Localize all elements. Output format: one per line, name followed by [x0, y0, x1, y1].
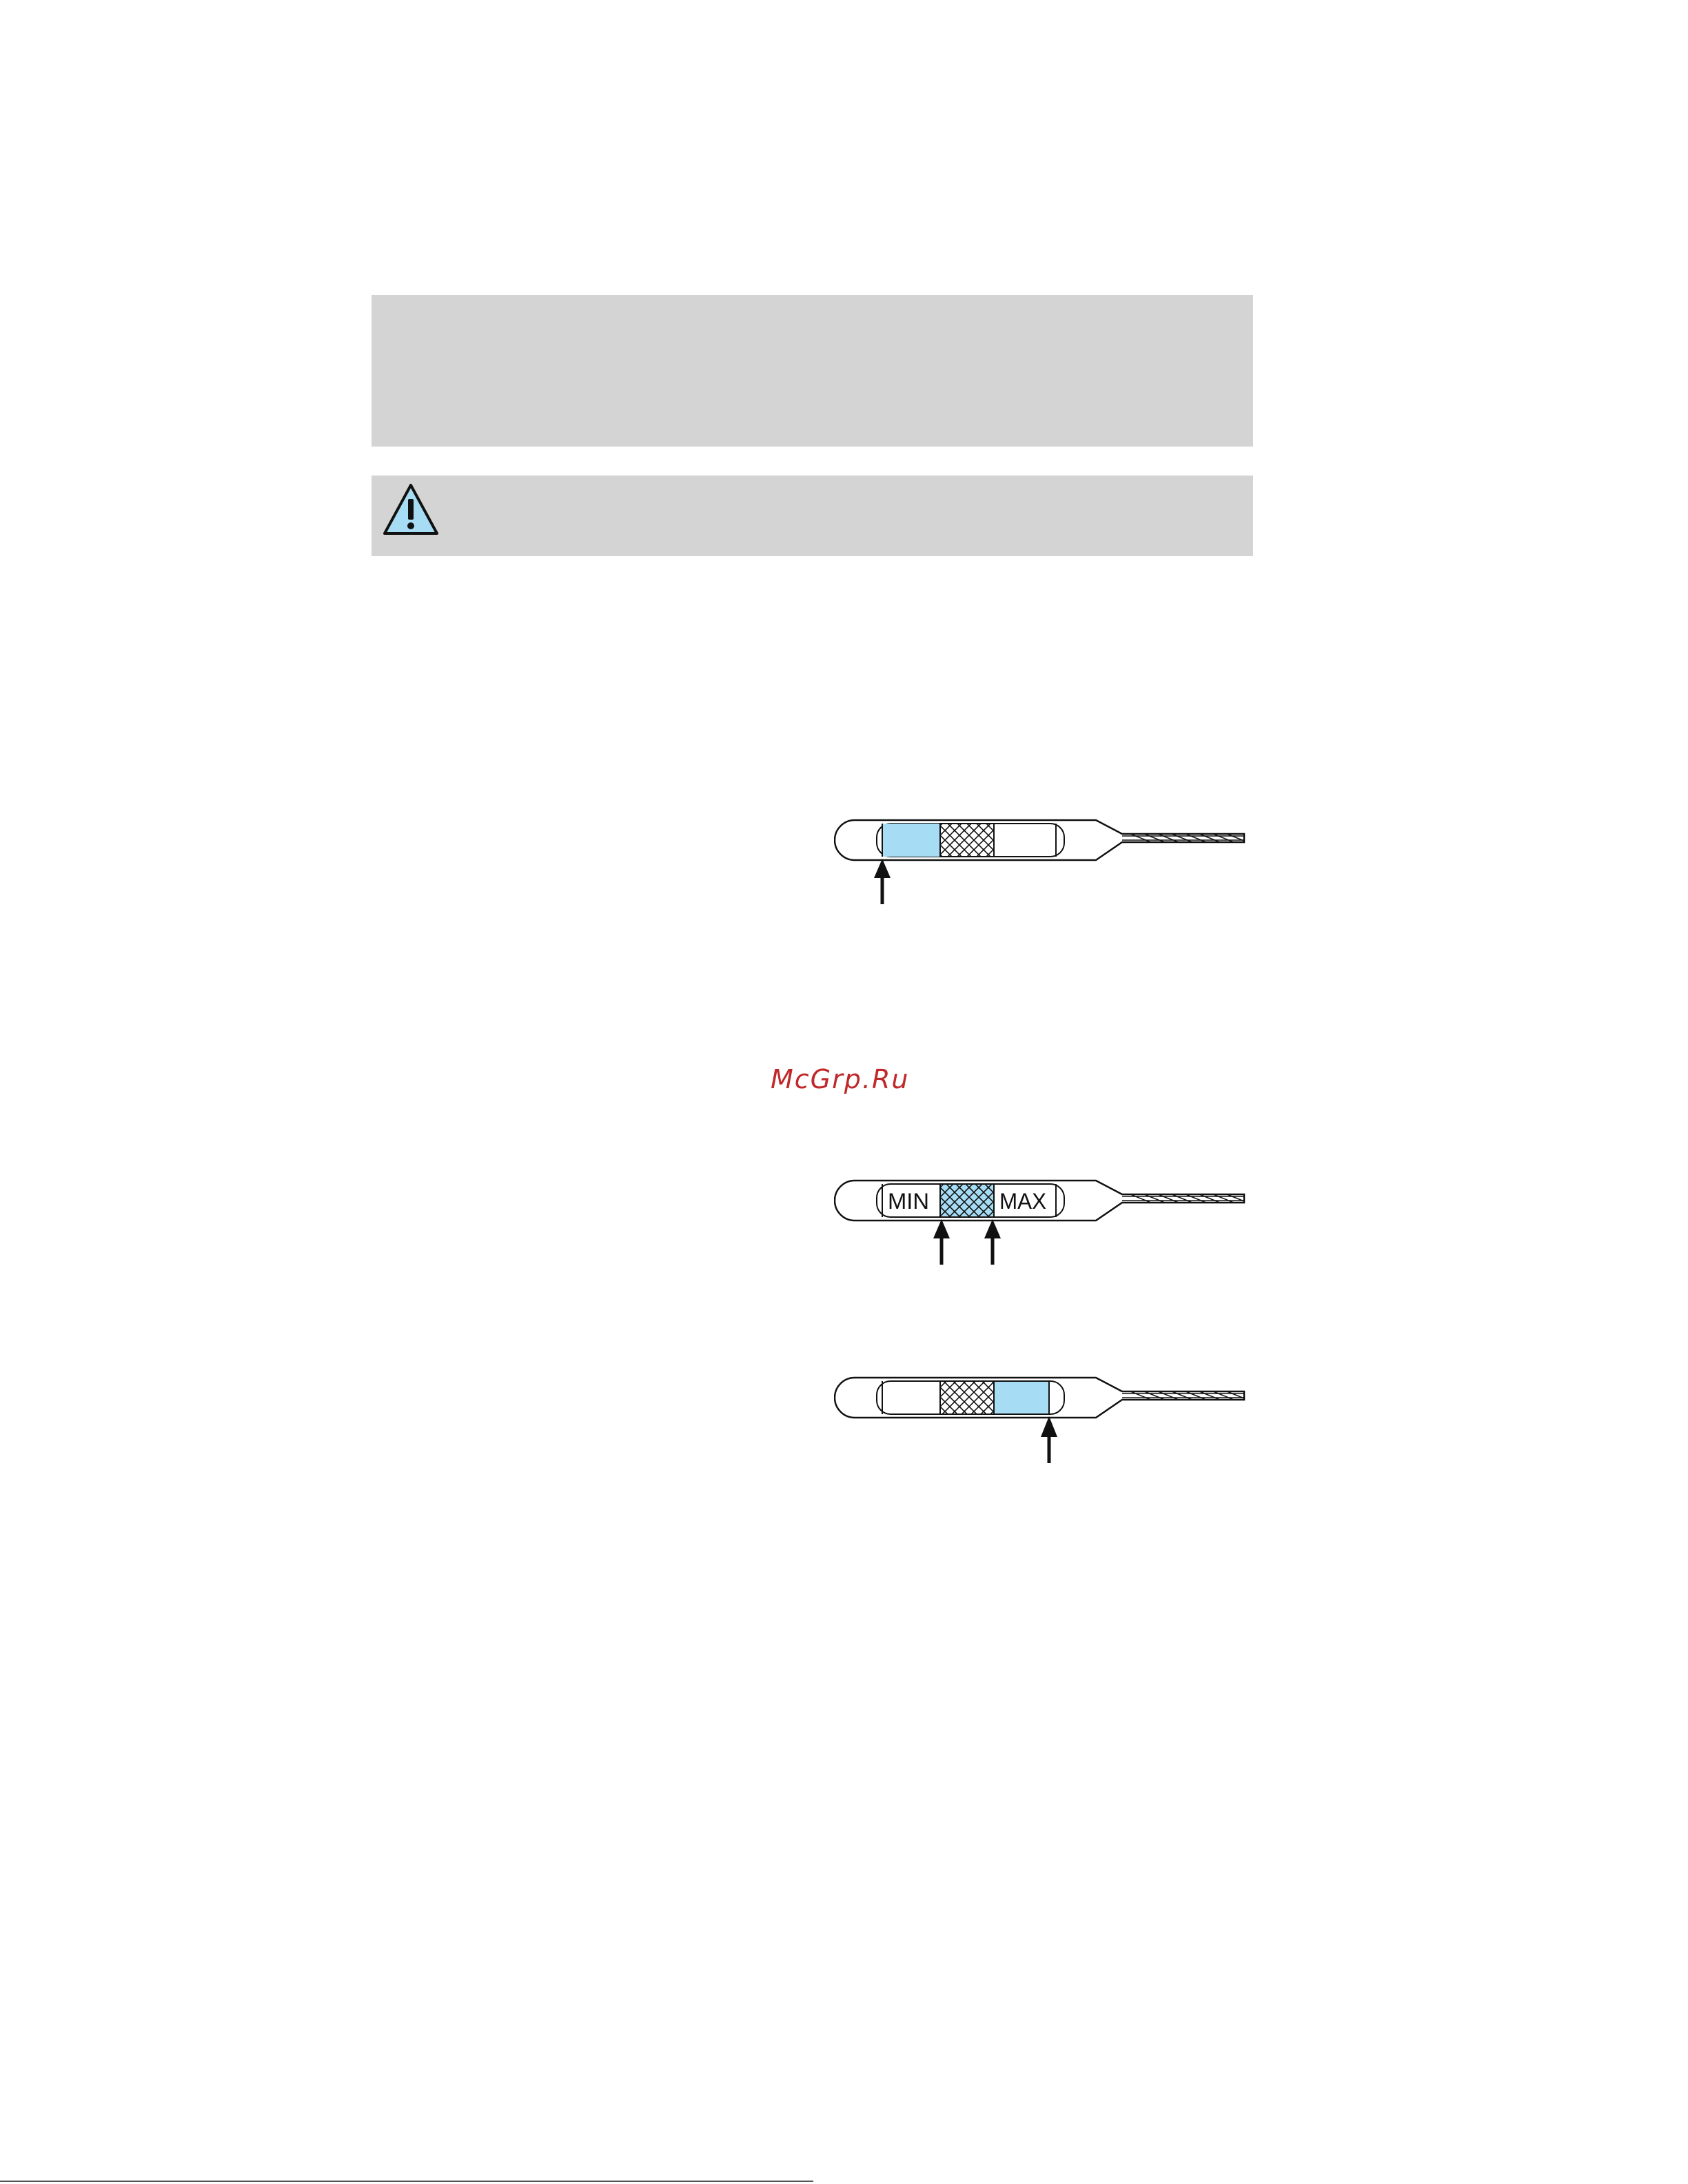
warning-box — [372, 476, 1253, 556]
oil-level-fill — [994, 1381, 1049, 1414]
arrow-up-icon — [874, 859, 891, 904]
dipstick-low-level — [834, 806, 1254, 910]
bottom-rule — [0, 2181, 813, 2182]
warning-triangle-icon — [382, 482, 440, 536]
dipstick-normal-level — [834, 1168, 1254, 1272]
dipstick-high-level — [834, 1368, 1254, 1471]
notice-box — [372, 295, 1253, 447]
watermark: McGrp.Ru — [771, 1064, 910, 1094]
arrow-up-icon — [933, 1219, 950, 1265]
max-label: MAX — [999, 1189, 1046, 1214]
arrow-up-icon — [984, 1219, 1001, 1265]
arrow-up-icon — [1041, 1416, 1057, 1463]
oil-level-fill — [882, 824, 940, 857]
min-label: MIN — [888, 1189, 929, 1214]
